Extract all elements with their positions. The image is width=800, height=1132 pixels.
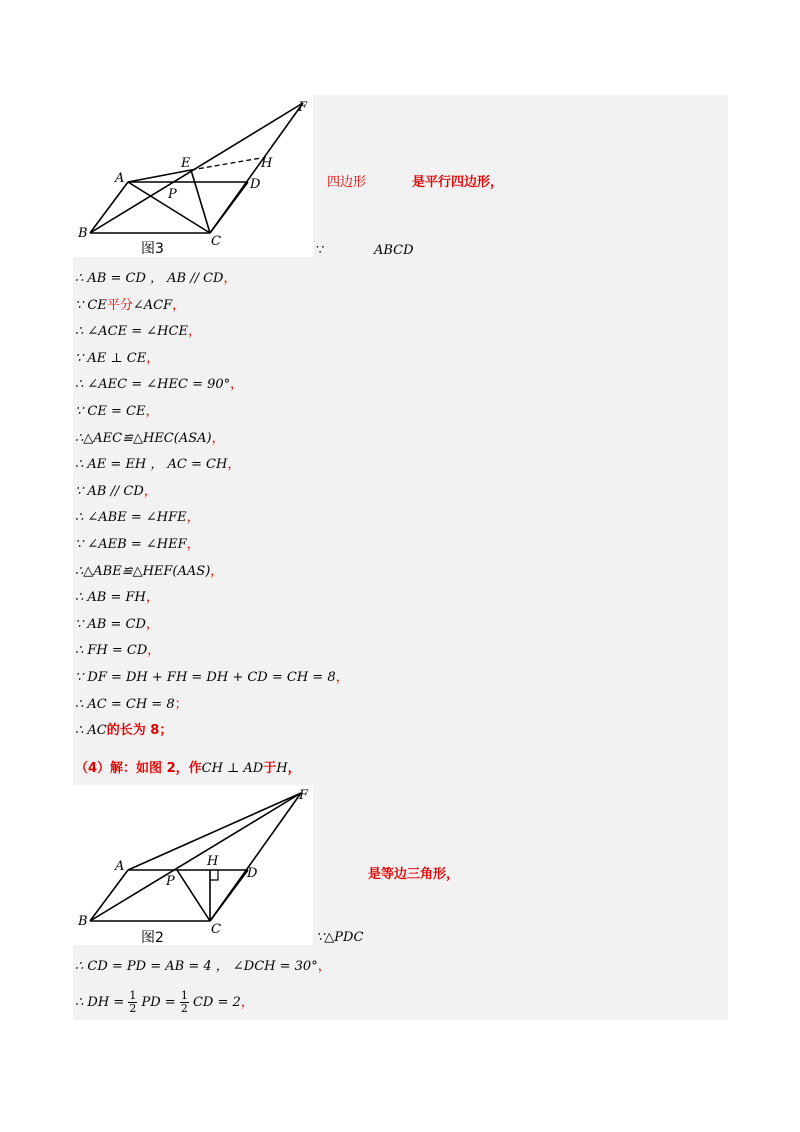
seg-AB [90, 870, 128, 921]
proof-line: ∵ DF = DH + FH = DH + CD = CH = 8， [75, 670, 349, 685]
fraction-half-1: $\frac{1}{2}$ [129, 989, 137, 1015]
label-P: P [168, 187, 177, 202]
proof-line: ∵ CE = CE， [75, 404, 159, 419]
proof-line: ∵ AB = CD， [75, 617, 159, 632]
seg-AE [128, 170, 191, 182]
figure-2 [73, 785, 313, 945]
label-A: A [115, 171, 125, 186]
proof-line: ∴ AC的长为 8； [75, 723, 173, 738]
seg-CF [210, 103, 303, 233]
proof-line: ∴ AB = CD ， AB // CD， [75, 271, 237, 286]
proof-line: ∴ AB = FH， [75, 590, 159, 605]
right-angle-mark [210, 870, 218, 880]
seg-AB [90, 182, 128, 233]
label-B: B [78, 914, 88, 929]
side-parallelogram-label: 是平行四边形， [412, 175, 504, 190]
figure-2-diagram [73, 785, 313, 945]
seg-EH-dashed [191, 158, 261, 170]
proof-line: ∵ CE平分∠ACF， [75, 298, 186, 313]
side-quad-label: 四边形 [327, 175, 367, 190]
figure-3 [73, 95, 313, 257]
label-H: H [207, 854, 219, 869]
side-pdc: ∵△PDC [316, 930, 364, 945]
proof-line: ∵ ∠AEB = ∠HEF， [75, 537, 200, 552]
after2-line1: ∴ CD = PD = AB = 4 ， ∠DCH = 30°， [75, 959, 331, 974]
label-H: H [261, 156, 273, 171]
figure-3-caption: 图3 [141, 241, 164, 257]
proof-line: ∵ AE ⊥ CE， [75, 351, 160, 366]
proof-line: ∴ ∠AEC = ∠HEC = 90°， [75, 377, 244, 392]
label-D: D [247, 866, 258, 881]
seg-PC [177, 870, 210, 921]
side-because: ∵ [316, 243, 325, 258]
label-P: P [166, 874, 175, 889]
seg-CF [210, 793, 301, 921]
proof-line: ∴△AEC≌△HEC(ASA)， [75, 431, 225, 446]
proof-line: ∴△ABE≌△HEF(AAS)， [75, 564, 224, 579]
label-C: C [211, 234, 221, 249]
part4-line: （4）解：如图 2，作CH ⊥ AD于H， [75, 761, 301, 776]
after2-line2: ∴ DH = $\frac{1}{2}$ PD = $\frac{1}{2}$ CD = 2， [75, 989, 254, 1015]
label-D: D [250, 177, 261, 192]
label-B: B [78, 226, 88, 241]
proof-line: ∴ AC = CH = 8； [75, 697, 188, 712]
label-C: C [211, 922, 221, 937]
label-F: F [299, 788, 309, 803]
side-equilateral-label: 是等边三角形， [368, 867, 460, 882]
figure-3-diagram [73, 95, 313, 257]
label-A: A [115, 859, 125, 874]
seg-BF [90, 793, 301, 921]
figure-2-caption: 图2 [141, 930, 164, 945]
label-E: E [181, 156, 191, 171]
fraction-half-2: $\frac{1}{2}$ [180, 989, 188, 1015]
proof-line: ∴ FH = CD， [75, 643, 161, 658]
proof-line: ∴ AE = EH ， AC = CH， [75, 457, 241, 472]
proof-line: ∴ ∠ACE = ∠HCE， [75, 324, 201, 339]
proof-line: ∴ ∠ABE = ∠HFE， [75, 510, 200, 525]
label-F: F [298, 100, 308, 115]
side-abcd: ABCD [374, 243, 414, 258]
proof-line: ∵ AB // CD， [75, 484, 157, 499]
